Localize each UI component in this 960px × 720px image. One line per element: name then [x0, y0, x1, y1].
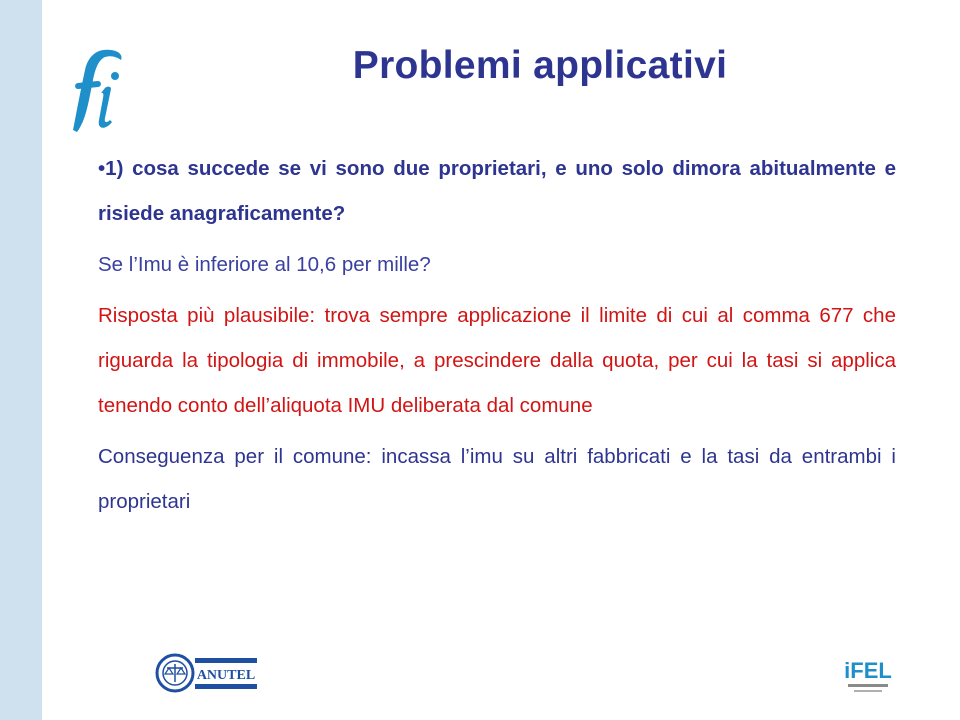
answer-text: Risposta più plausibile: trova sempre applicazione il limite di cui al comma 677 che riguarda la tipologia di immobile, a prescindere dalla quota, per cui la tasi si applica tenendo conto dell’aliquota IMU deliberata dal comune: [98, 304, 896, 417]
left-decorative-band: [0, 0, 42, 720]
question-1-text: •1) cosa succede se vi sono due proprietari, e uno solo dimora abitualmente e risiede anagraficamente?: [98, 157, 896, 225]
consequence-text: Conseguenza per il comune: incassa l’imu su altri fabbricati e la tasi da entrambi i proprietari: [98, 445, 896, 513]
anutel-logo-text: ANUTEL: [196, 668, 256, 683]
anutel-logo-icon: [155, 652, 260, 694]
page-title: Problemi applicativi: [352, 44, 728, 87]
ifel-logo-text: iFEL: [844, 658, 892, 683]
fi-logo-icon: [55, 40, 135, 140]
slide-body: [98, 146, 896, 530]
ifel-logo-icon: [838, 652, 898, 696]
question-2-text: Se l’Imu è inferiore al 10,6 per mille?: [98, 253, 431, 276]
